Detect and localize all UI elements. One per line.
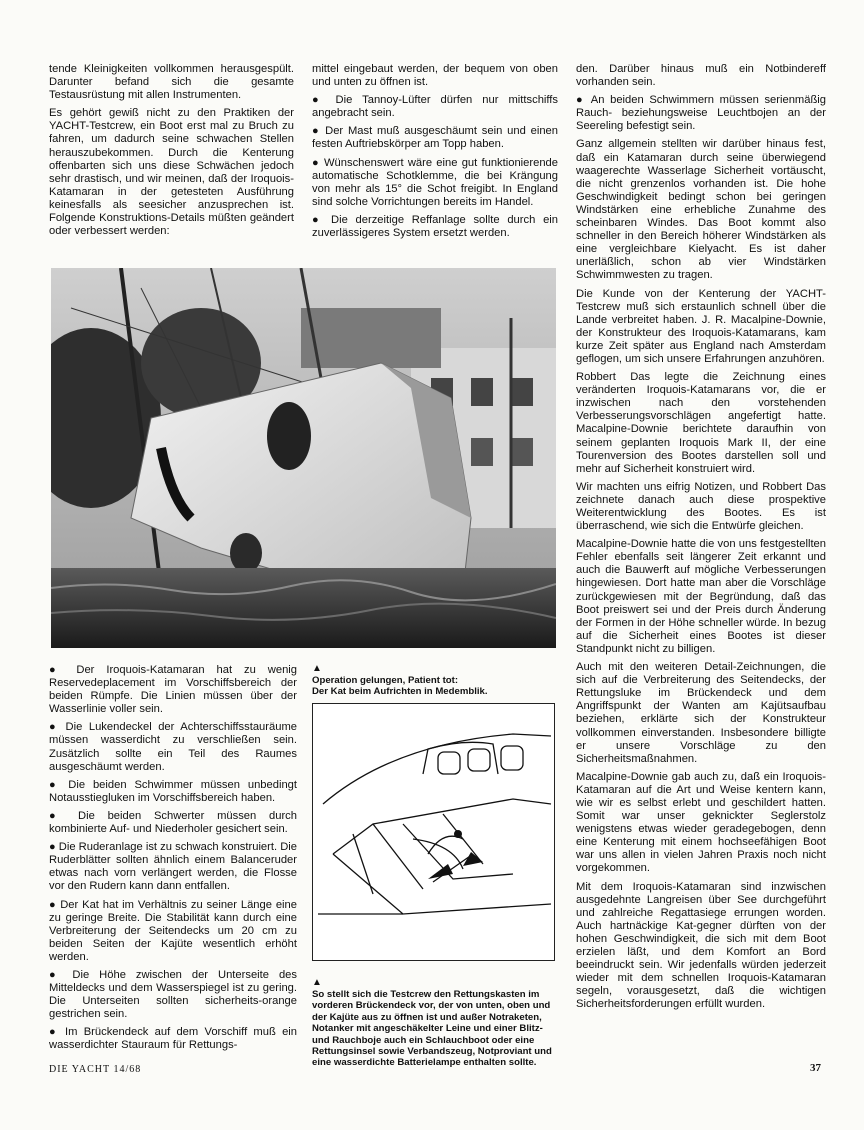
body-paragraph: Robbert Das legte die Zeichnung eines veränderten Iroquois-Katamarans vor, die er inzwischen nach den vorstehenden Verbesserungsvorschlägen angefertigt hatte. Macalpine-Downie berichtete daraufhin von seinem geplanten Iroquois Mark II, der eine Tourenversion des Bootes darstellen soll und mehr auf Sicherheit konstruiert wird.: [576, 371, 826, 475]
bullet-paragraph: ● An beiden Schwimmern müssen serienmäßig Rauch- beziehungsweise Leuchtbojen an der Seereling befestigt sein.: [576, 94, 826, 133]
body-paragraph: Auch mit den weiteren Detail-Zeichnungen, die sich auf die Verbreiterung des Seitendecks, der Rettungsluke im Brückendeck und dem Angriffspunkt der Wanten am Kajütsaufbau beziehen, erklärte sich der Konstrukteur vollkommen einverstanden. Insbesondere billigte er unsere Vorschläge zu den Sicherheitsmaßnahmen.: [576, 661, 826, 765]
photo-caption: [312, 664, 557, 698]
bullet-paragraph: ● Der Iroquois-Katamaran hat zu wenig Reservedeplacement im Vorschiffsbereich der beiden Rümpfe. Die Linien müssen über der Wasserlinie voller sein.: [49, 664, 297, 716]
article-column-1-bottom: [49, 664, 297, 1058]
bullet-paragraph: ● Die Höhe zwischen der Unterseite des Mitteldecks und dem Wasserspiegel ist zu gering. Die Unterseiten sollten sicherheits-orange gestrichen sein.: [49, 969, 297, 1021]
body-paragraph: Die Kunde von der Kenterung der YACHT-Testcrew muß sich erstaunlich schnell über die Lande verbreitet haben. J. R. Macalpine-Downie, der Konstrukteur des Iroquois-Katamarans, kam kurze Zeit später aus England nach Amsterdam geflogen, um sich unsere Erfahrungen anzuhören.: [576, 287, 826, 365]
caption-marker-icon: ▲: [312, 663, 322, 674]
body-paragraph: den. Darüber hinaus muß ein Notbindereff vorhanden sein.: [576, 63, 826, 89]
body-paragraph: Ganz allgemein stellten wir darüber hinaus fest, daß ein Katamaran durch seine überwiegend waagerechte Wasserlage Sicherheit vortäuscht, die nicht grenzenlos vorhanden ist. Die hohe Geschwindigkeit bedingt schon bei geringen Windstärken eine erhebliche Zunahme des scheinbaren Windes. Das Boot kommt also schneller in den Bereich höherer Windstärken als eine vergleichbare Kielyacht. Es ist daher unerläßlich, schon ab vier Windstärken Schwimmwesten zu tragen.: [576, 138, 826, 282]
article-column-3: [576, 63, 826, 1016]
body-paragraph: Macalpine-Downie hatte die von uns festgestellten Fehler ebenfalls seit längerer Zeit erkannt und auch die Bauwerft auf mögliche Verbesserungen hingewiesen. Dort hatte man aber die Vorschläge zurückgewiesen mit der Begründung, daß das Boot preiswert sei und der Preis durch Änderung der Formen in der Höhe schneller würde. In bezug auf die Sicherheit eines Bootes ist dieser Standpunkt nicht zu billigen.: [576, 538, 826, 655]
bullet-paragraph: ● Die beiden Schwimmer müssen unbedingt Notausstiegluken im Vorschiffsbereich haben.: [49, 779, 297, 805]
caption-text: So stellt sich die Testcrew den Rettungskasten im vorderen Brückendeck vor, der von unten, oben und der Kajüte aus zu öffnen ist und außer Notraketen, Notanker mit angeschäkelter Leine und einer Blitz- und Rauchboje auch ein Schlauchboot oder eine Rettungsinsel sowie Verbandszeug, Notproviant und eine wasserdichte Batterielampe enthalten sollte.: [312, 989, 552, 1069]
bullet-paragraph: ● Die Tannoy-Lüfter dürfen nur mittschiffs angebracht sein.: [312, 94, 558, 120]
page-number: 37: [810, 1062, 821, 1074]
bullet-paragraph: ● Die Ruderanlage ist zu schwach konstruiert. Die Ruderblätter sollten ähnlich einem Balanceruder etwas nach vorn verlängert werden, die Flosse vor den Rudern kann dann entfallen.: [49, 841, 297, 893]
body-paragraph: Wir machten uns eifrig Notizen, und Robbert Das zeichnete danach auch diese prospektive Weiterentwicklung des Bootes. Es ist überraschend, wie sich die Entwürfe gleichen.: [576, 480, 826, 533]
body-paragraph: Macalpine-Downie gab auch zu, daß ein Iroquois-Katamaran auf die Art und Weise kentern kann, wie wir es selbst erlebt und geschildert hatten. Somit war unser geknickter Seglerstolz wenigstens etwas wieder geradegebogen, denn eine Kenterung mit einem hochseefähigen Boot war uns allen in vielen Jahren Praxis noch nicht vorgekommen.: [576, 770, 826, 875]
article-column-1-top: [49, 63, 294, 243]
capsized-catamaran-photo: [51, 268, 556, 648]
body-paragraph: tende Kleinigkeiten vollkommen herausgespült. Darunter befand sich die gesamte Testausrüstung mit allen Instrumenten.: [49, 63, 294, 102]
bullet-paragraph: ● Die beiden Schwerter müssen durch kombinierte Auf- und Niederholer gesichert sein.: [49, 810, 297, 836]
caption-line-1: Operation gelungen, Patient tot:: [312, 675, 459, 686]
bullet-paragraph: ● Im Brückendeck auf dem Vorschiff muß ein wasserdichter Stauraum für Rettungs-: [49, 1026, 297, 1052]
caption-line-2: Der Kat beim Aufrichten in Medemblik.: [312, 686, 488, 698]
magazine-footer: DIE YACHT 14/68: [49, 1064, 142, 1075]
body-paragraph: mittel eingebaut werden, der bequem von oben und unten zu öffnen ist.: [312, 63, 558, 89]
bullet-paragraph: ● Die derzeitige Reffanlage sollte durch ein zuverlässigeres System ersetzt werden.: [312, 214, 558, 240]
body-paragraph: Mit dem Iroquois-Katamaran sind inzwischen ausgedehnte Langreisen über See durchgeführt und zahlreiche Regattasiege errungen worden. Auch hartnäckige Kat-gegner dürften von der hohen Geschwindigkeit, die sich mit dem Boot erzielen läßt, und dem Komfort an Bord beeindruckt sein. Wir jedenfalls würden jederzeit wieder mit dem schnellen Iroquois-Katamaran segeln, vorausgesetzt, daß die wichtigen Sicherheitsforderungen erfüllt wurden.: [576, 880, 826, 1011]
caption-marker-icon: ▲: [312, 977, 322, 988]
body-paragraph: Es gehört gewiß nicht zu den Praktiken der YACHT-Testcrew, ein Boot erst mal zu Bruch zu fahren, um dadurch seine schwachen Stellen herauszubekommen. Durch die Kenterung offenbarten sich uns diese Schwächen jedoch sehr drastisch, und wir meinen, daß der Iroquois-Katamaran in der getesteten Ausführung keinesfalls als seesicher anzusprechen ist. Folgende Konstruktions-Details müßten geändert oder verbessert werden:: [49, 107, 294, 238]
bullet-paragraph: ● Der Kat hat im Verhältnis zu seiner Länge eine zu geringe Breite. Die Stabilität kann durch eine Verbreiterung der Seitendecks um 20 cm zu beiden Seiten der Kajüte wesentlich erhöht werden.: [49, 899, 297, 964]
rescue-box-drawing: [312, 703, 555, 961]
article-column-2-top: [312, 63, 558, 245]
bullet-paragraph: ● Die Lukendeckel der Achterschiffsstauräume müssen wasserdicht zu verschließen sein. Zusätzlich sollte ein Teil des Raumes ausgeschäumt werden.: [49, 721, 297, 773]
drawing-caption: [312, 978, 562, 1069]
bullet-paragraph: ● Wünschenswert wäre eine gut funktionierende automatische Schotklemme, die bei Krängung von mehr als 15° die Schot freigibt. In England sind solche Vorrichtungen bereits im Handel.: [312, 157, 558, 209]
bullet-paragraph: ● Der Mast muß ausgeschäumt sein und einen festen Auftriebskörper am Topp haben.: [312, 125, 558, 151]
